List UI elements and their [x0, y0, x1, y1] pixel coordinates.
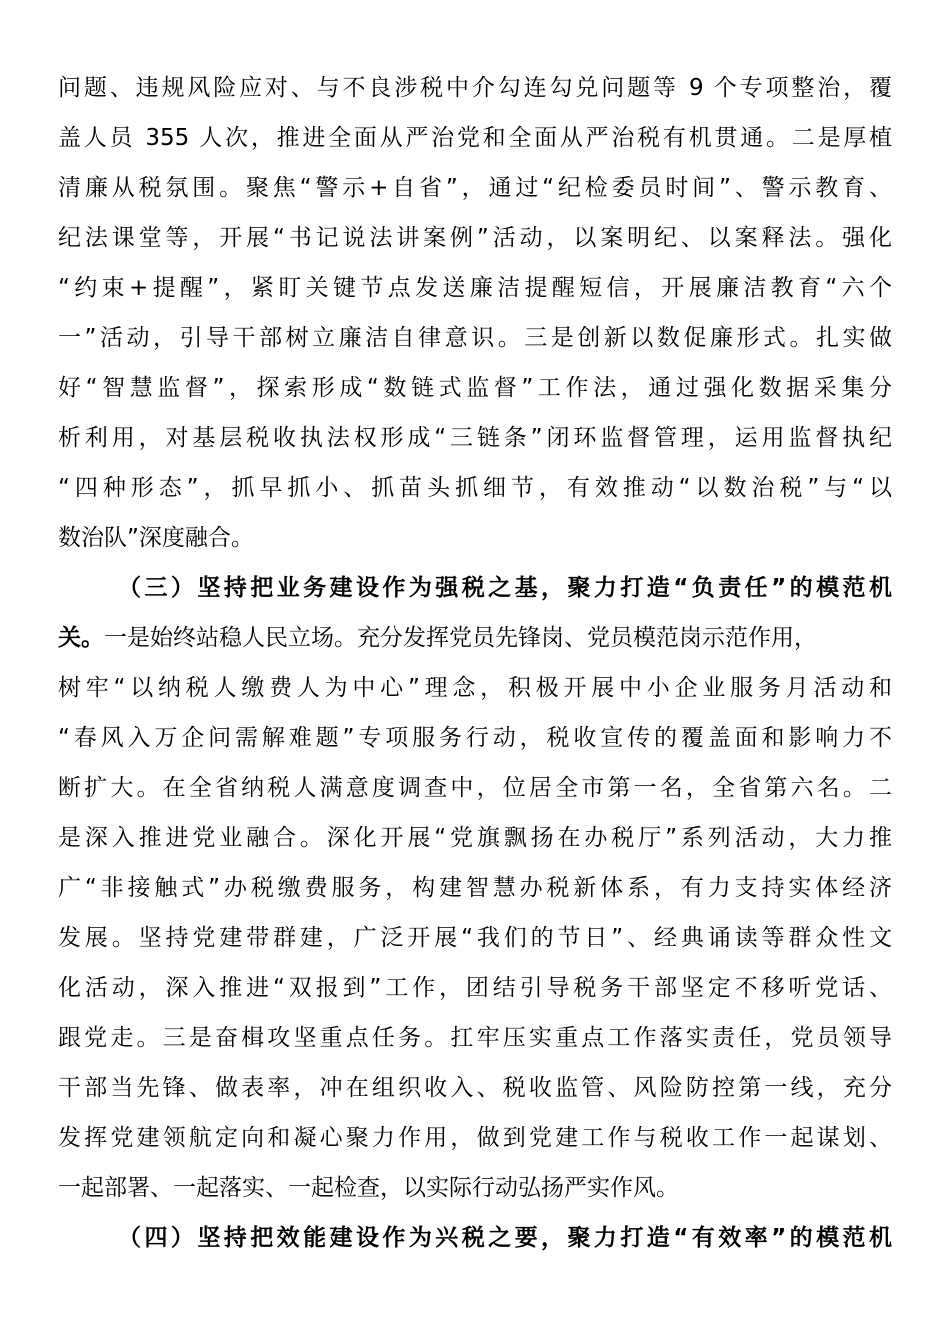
body-text-line: 数治队”深度融合。 — [58, 525, 254, 551]
body-text-line: 化活动，深入推进“双报到”工作，团结引导税务干部坚定不移听党话、 — [58, 975, 892, 1001]
body-text-line: 发挥党建领航定向和凝心聚力作用，做到党建工作与税收工作一起谋划、 — [58, 1125, 892, 1151]
body-text-line: 好“智慧监督”，探索形成“数链式监督”工作法，通过强化数据采集分 — [58, 375, 892, 401]
body-text-line: 盖人员 355 人次，推进全面从严治党和全面从严治税有机贯通。二是厚植 — [58, 125, 892, 151]
body-text-line: “四种形态”，抓早抓小、抓苗头抓细节，有效推动“以数治税”与“以 — [58, 475, 892, 501]
body-text-line: 问题、违规风险应对、与不良涉税中介勾连勾兑问题等 9 个专项整治，覆 — [58, 75, 892, 101]
section-heading-4: （四）坚持把效能建设作为兴税之要，聚力打造“有效率”的模范机 — [118, 1225, 892, 1251]
body-text-line: 清廉从税氛围。聚焦“警示+自省”，通过“纪检委员时间”、警示教育、 — [58, 175, 892, 201]
body-text-line: 广“非接触式”办税缴费服务，构建智慧办税新体系，有力支持实体经济 — [58, 875, 892, 901]
body-text-line: “春风入万企问需解难题”专项服务行动，税收宣传的覆盖面和影响力不 — [58, 725, 892, 751]
section-heading-3-tail: 关。 — [58, 625, 104, 651]
body-text-line: 纪法课堂等，开展“书记说法讲案例”活动，以案明纪、以案释法。强化 — [58, 225, 892, 251]
body-text-line: 一起部署、一起落实、一起检查，以实际行动弘扬严实作风。 — [58, 1175, 679, 1201]
body-text-run: 一是始终站稳人民立场。充分发挥党员先锋岗、党员模范岗示范作用， — [104, 625, 817, 651]
body-text-line: 树牢“以纳税人缴费人为中心”理念，积极开展中小企业服务月活动和 — [58, 675, 892, 701]
section-heading-3-continuation-line — [58, 618, 892, 658]
body-text-line: 一”活动，引导干部树立廉洁自律意识。三是创新以数促廉形式。扎实做 — [58, 325, 892, 351]
section-heading-3: （三）坚持把业务建设作为强税之基，聚力打造“负责任”的模范机 — [118, 575, 892, 601]
body-text-line: 断扩大。在全省纳税人满意度调查中，位居全市第一名，全省第六名。二 — [58, 775, 892, 801]
body-text-line: 析利用，对基层税收执法权形成“三链条”闭环监督管理，运用监督执纪 — [58, 425, 892, 451]
body-text-line: 是深入推进党业融合。深化开展“党旗飘扬在办税厅”系列活动，大力推 — [58, 825, 892, 851]
body-text-line: “约束+提醒”，紧盯关键节点发送廉洁提醒短信，开展廉洁教育“六个 — [58, 275, 892, 301]
body-text-line: 发展。坚持党建带群建，广泛开展“我们的节日”、经典诵读等群众性文 — [58, 925, 892, 951]
body-text-line: 跟党走。三是奋楫攻坚重点任务。扛牢压实重点工作落实责任，党员领导 — [58, 1025, 892, 1051]
body-text-line: 干部当先锋、做表率，冲在组织收入、税收监管、风险防控第一线，充分 — [58, 1075, 892, 1101]
